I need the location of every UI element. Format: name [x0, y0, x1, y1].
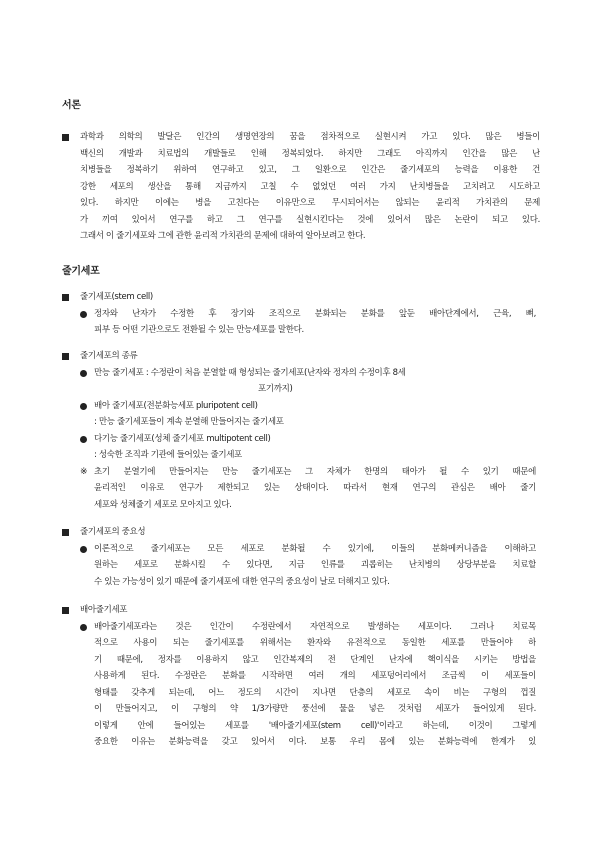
round-bullet-icon [80, 624, 87, 631]
text-line: 그래서 이 줄기세포와 그에 관한 윤리적 가치관의 문제에 대하여 알아보려고 한다. [80, 231, 366, 241]
round-bullet-icon [80, 311, 87, 318]
square-bullet-icon [62, 134, 69, 141]
definition-section [62, 289, 540, 339]
text-line: 포기까지) [258, 384, 293, 394]
text-line: 초기 분열기에 만들어지는 만능 줄기세포는 그 자체가 한명의 태아가 될 수 있기 때문에 [94, 466, 536, 477]
text-line: 정자와 난자가 수정한 후 장기와 조직으로 분화되는 분화를 앞둔 배아단계에서, 근육, 뼈, [94, 308, 536, 319]
round-bullet-icon [80, 370, 87, 377]
text-line: 사용하게 된다. 수정란은 분화를 시작하면 여러 개의 세포덩어리에서 조금씩 이 세포들이 [94, 671, 536, 681]
text-line: 이렇게 안에 들어있는 세포를 '배아줄기세포(stem cell)'이라고 하는데, 이것이 그렇게 [94, 720, 536, 731]
embryonic-title: 배아줄기세포 [80, 605, 128, 615]
importance-section [62, 524, 540, 590]
square-bullet-icon [62, 353, 69, 360]
text-line: 과학과 의학의 발달은 인간의 생명연장의 꿈을 점차적으로 실현시켜 가고 있다. 많은 병들이 [80, 132, 540, 142]
text-line: 이 만들어지고, 이 구형의 약 1/3가량만 풍선에 물을 넣은 것처럼 세포가 들어있게 된다. [94, 704, 536, 714]
text-line: 중요한 이유는 분화능력을 갖고 있어서 이다. 보통 우리 몸에 있는 분화능력에 한계가 있 [94, 737, 536, 747]
importance-title: 줄기세포의 중요성 [80, 527, 146, 537]
intro-heading: 서론 [62, 100, 81, 111]
embryonic-section [62, 602, 540, 751]
types-title: 줄기세포의 종류 [80, 351, 138, 361]
type-totipotent: 만능 줄기세포 : 수정란이 처음 분열할 때 형성되는 줄기세포(난자와 정자의 수정이후 8세 [94, 367, 406, 378]
round-bullet-icon [80, 546, 87, 553]
stem-heading: 줄기세포 [62, 266, 100, 277]
text-line: 세포와 성체줄기 세포로 모아지고 있다. [94, 499, 232, 510]
text-line: 윤리적인 이유로 연구가 제한되고 있는 상태이다. 따라서 현재 연구의 관심은 배아 줄기 [94, 483, 536, 493]
intro-paragraph-text [80, 129, 540, 245]
text-line: : 성숙한 조직과 기관에 들어있는 줄기세포 [94, 450, 242, 460]
definition-title: 줄기세포(stem cell) [80, 292, 153, 302]
text-line: 배아줄기세포라는 것은 인간이 수정란에서 자연적으로 발생하는 세포이다. 그러나 치료목 [94, 621, 536, 632]
type-pluripotent: 배아 줄기세포(전분화능세포 pluripotent cell) [94, 400, 258, 411]
types-section [62, 348, 540, 513]
text-line: 치병들을 정복하기 위하여 연구하고 있고, 그 일환으로 인간은 줄기세포의 능력을 이용한 건 [80, 165, 540, 175]
text-line: : 만능 줄기세포들이 계속 분열해 만들어지는 줄기세포 [94, 417, 284, 427]
text-line: 강한 세포의 생산을 통해 지금까지 고칠 수 없었던 여러 가지 난치병들을 고치려고 시도하고 [80, 181, 540, 192]
text-line: 이론적으로 줄기세포는 모든 세포로 분화될 수 있기에, 이들의 분화메커니즘을 이해하고 [94, 543, 536, 554]
note-mark: ※ [80, 466, 88, 477]
square-bullet-icon [62, 529, 69, 536]
text-line: 적으로 사용이 되는 줄기세포를 위해서는 환자와 유전적으로 동일한 세포를 만들어야 하 [94, 638, 536, 648]
text-line: 원하는 세포로 분화시킬 수 있다면, 지금 인류를 괴롭히는 난치병의 상당부분을 치료할 [94, 560, 536, 570]
text-line: 수 있는 가능성이 있기 때문에 줄기세포에 대한 연구의 중요성이 날로 더해지고 있다. [94, 576, 390, 587]
text-line: 있다. 하지만 이에는 병을 고친다는 이유만으로 무시되어서는 않되는 윤리적 가치관의 문제 [80, 198, 540, 208]
round-bullet-icon [80, 403, 87, 410]
intro-paragraph [62, 129, 540, 245]
square-bullet-icon [62, 294, 69, 301]
text-line: 기 때문에, 정자를 이용하지 않고 인간복제의 전 단계인 난자에 핵이식을 시키는 방법을 [94, 654, 536, 665]
text-line: 백신의 개발과 치료법의 개발들로 인해 정복되었다. 하지만 그래도 아직까지 인간을 많은 난 [80, 148, 540, 159]
text-line: 가 끼여 있어서 연구를 하고 그 연구를 실현시킨다는 것에 있어서 많은 논란이 되고 있다. [80, 214, 540, 225]
type-multipotent: 다기능 줄기세포(성체 줄기세포 multipotent cell) [94, 433, 271, 444]
square-bullet-icon [62, 607, 69, 614]
text-line: 피부 등 어떤 기관으로도 전환될 수 있는 만능세포를 말한다. [94, 325, 304, 335]
round-bullet-icon [80, 436, 87, 443]
text-line: 형태를 갖추게 되는데, 어느 정도의 시간이 지나면 단층의 세포로 속이 비는 구형의 껍질 [94, 687, 536, 698]
